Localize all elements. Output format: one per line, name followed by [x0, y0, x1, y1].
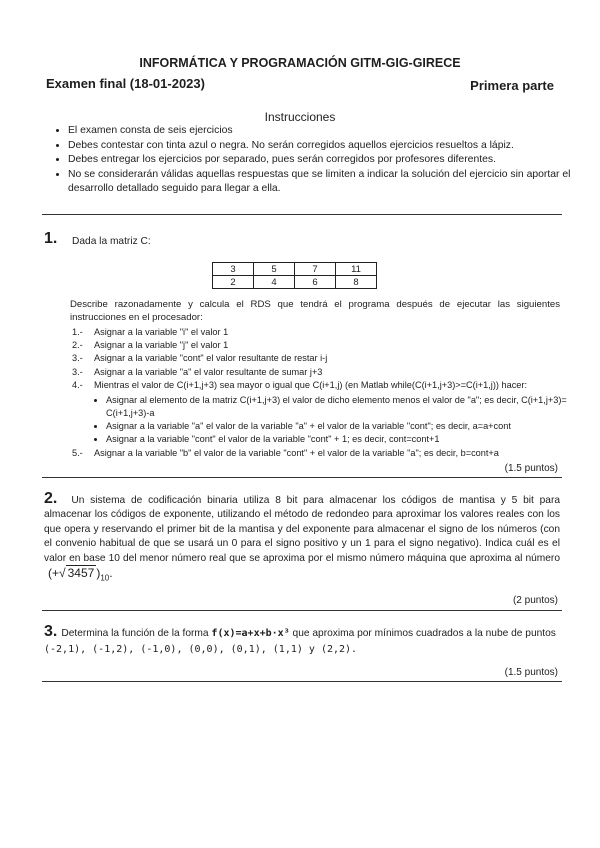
step-text: Asignar a la variable "j" el valor 1 [94, 340, 229, 351]
divider [42, 477, 562, 478]
points-cloud: (-2,1), (-1,2), (-1,0), (0,0), (0,1), (1,1) y (2,2). [44, 644, 358, 655]
question-1-number: 1. [44, 230, 58, 247]
matrix-cell: 2 [213, 276, 254, 289]
instruction-item: • Debes entregar los ejercicios por separado, pues serán corregidos por profesores diferentes. [68, 153, 586, 168]
question-2-points: (2 puntos) [512, 595, 558, 606]
matrix-cell: 4 [254, 276, 295, 289]
question-3-text-b: que aproxima por mínimos cuadrados a la nube de puntos [292, 628, 556, 639]
step-item [72, 326, 562, 339]
question-1-steps [72, 326, 562, 392]
question-3-number: 3. [44, 623, 58, 640]
step-text: Asignar a la variable "cont" el valor resultante de restar i-j [94, 353, 328, 364]
exam-date: Examen final (18-01-2023) [46, 76, 205, 91]
exam-part: Primera parte [470, 78, 554, 93]
sign: + [52, 566, 60, 581]
question-2-number: 2. [44, 490, 58, 507]
step-item [72, 379, 562, 392]
question-3-block [44, 624, 560, 658]
divider [42, 214, 562, 215]
instruction-item: • El examen consta de seis ejercicios [68, 124, 586, 139]
step-number: 5.- [72, 448, 83, 458]
exam-title: INFORMÁTICA Y PROGRAMACIÓN GITM-GIG-GIRECE [139, 56, 461, 70]
step-item [72, 352, 562, 365]
instructions-heading: Instrucciones [264, 110, 336, 124]
matrix-cell: 8 [336, 276, 377, 289]
instructions-list [48, 124, 586, 197]
question-3-text-a: Determina la función de la forma [61, 628, 209, 639]
step-item [72, 339, 562, 352]
question-1-step-5 [72, 448, 562, 458]
step-number: 2.- [72, 340, 83, 351]
step-text: Asignar a la variable "a" el valor resultante de sumar j+3 [94, 366, 323, 377]
instruction-item: • No se considerarán válidas aquellas respuestas que se limiten a indicar la solución del ejercicio sin aportar el desarrollo detallado seguido para llegar a ella. [68, 168, 586, 197]
sqrt-expression: (+√ 3457 )$_{10}$. [48, 566, 113, 583]
question-1-points: (1.5 puntos) [504, 463, 558, 474]
question-1-intro: Dada la matriz C: [72, 236, 151, 247]
radicand: 3457 [67, 566, 95, 581]
question-3-points: (1.5 puntos) [504, 667, 558, 678]
step-number: 1.- [72, 327, 83, 337]
question-1-description: Describe razonadamente y calcula el RDS que tendrá el programa después de ejecutar las siguientes instrucciones en el procesador: [70, 299, 560, 323]
matrix-cell: 3 [213, 263, 254, 276]
question-2-text: Un sistema de codificación binaria utiliza 8 bit para almacenar los códigos de mantisa y 5 bit para almacenar los códigos de exponente, utilizando el método de redondeo para aproximar los valores reales con los que opera y reservando el primer bit de la mantisa y del exponente para almacenar el signo de los números (con el convenio habitual de que se usará un 0 para el signo positivo y un 1 para el signo negativo). Indica cuál es el valor en base 10 del menor número real que se aproxima por el mismo número máquina que aproxima al número [44, 495, 560, 564]
substep-item: • Asignar a la variable "cont" el valor de la variable "cont" + 1; es decir, cont=cont+1 [106, 433, 594, 446]
formula: f(x)=a+x+b·x³ [211, 628, 290, 639]
step-number: 4.- [72, 379, 83, 390]
divider [42, 681, 562, 682]
base-subscript: 10 [100, 573, 110, 583]
step-text: Asignar a la variable "i" el valor 1 [94, 327, 229, 337]
question-2-block [44, 492, 560, 586]
step-item [72, 366, 562, 379]
substep-item: • Asignar al elemento de la matriz C(i+1,j+3) el valor de dicho elemento menos el valor de "a"; es decir, C(i+1,j+3)= C(i+1,j+3)-a [106, 394, 594, 420]
step-text: Mientras el valor de C(i+1,j+3) sea mayor o igual que C(i+1,j) (en Matlab while(C(i+1,j+3)>=C(i+1,j)) hacer: [94, 379, 528, 390]
matrix-cell: 5 [254, 263, 295, 276]
matrix-c [212, 262, 377, 289]
instruction-item: • Debes contestar con tinta azul o negra. No serán corregidos aquellos ejercicios resueltos a lápiz. [68, 139, 586, 154]
step-text: Asignar a la variable "b" el valor de la variable "cont" + el valor de la variable "a"; es decir, b=cont+a [94, 448, 499, 458]
substep-item: • Asignar a la variable "a" el valor de la variable "a" + el valor de la variable "cont"; es decir, a=a+cont [106, 420, 594, 433]
step-number: 3.- [72, 353, 83, 364]
matrix-cell: 11 [336, 263, 377, 276]
matrix-cell: 6 [295, 276, 336, 289]
question-1-substeps [72, 394, 594, 446]
divider [42, 610, 562, 611]
step-number: 3.- [72, 366, 83, 377]
matrix-cell: 7 [295, 263, 336, 276]
